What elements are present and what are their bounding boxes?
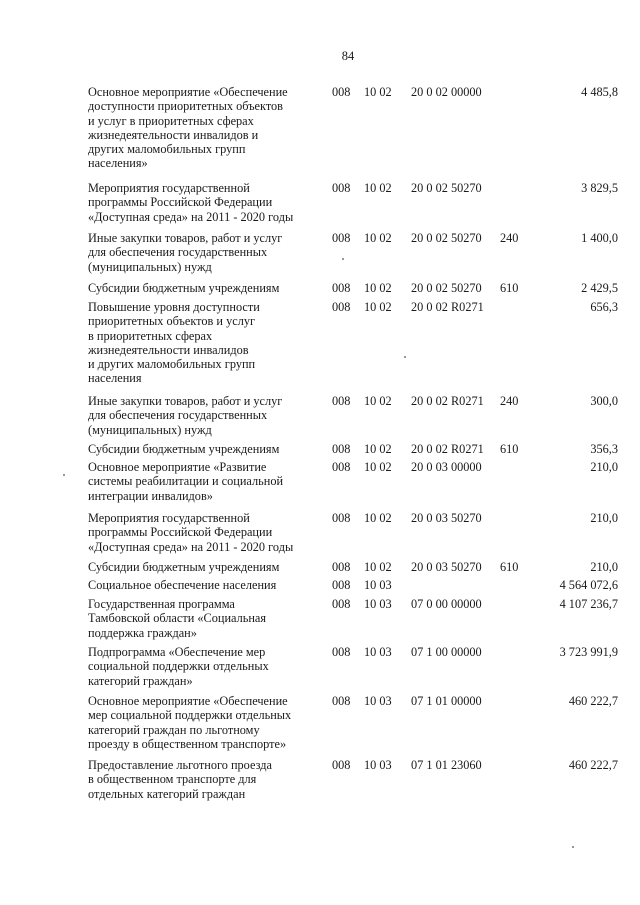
ministry-code: 008 bbox=[332, 578, 351, 592]
amount: 356,3 bbox=[590, 442, 618, 456]
ministry-code: 008 bbox=[332, 442, 351, 456]
table-row bbox=[88, 300, 618, 394]
target-article-code: 20 0 02 50270 bbox=[411, 281, 482, 295]
table-row bbox=[88, 758, 618, 806]
target-article-code: 20 0 03 00000 bbox=[411, 460, 482, 474]
ministry-code: 008 bbox=[332, 231, 351, 245]
page-number: 84 bbox=[341, 49, 355, 63]
amount: 300,0 bbox=[590, 394, 618, 408]
target-article-code: 20 0 02 00000 bbox=[411, 85, 482, 99]
table-row bbox=[88, 442, 618, 460]
table-row bbox=[88, 181, 618, 231]
ministry-code: 008 bbox=[332, 300, 351, 314]
section-code: 10 03 bbox=[364, 597, 392, 611]
table-row bbox=[88, 394, 618, 442]
section-code: 10 02 bbox=[364, 181, 392, 195]
target-article-code: 20 0 03 50270 bbox=[411, 511, 482, 525]
row-name: Подпрограмма «Обеспечение мер социальной поддержки отдельных категорий граждан» bbox=[88, 645, 269, 688]
amount: 656,3 bbox=[590, 300, 618, 314]
target-article-code: 20 0 02 50270 bbox=[411, 181, 482, 195]
amount: 3 723 991,9 bbox=[559, 645, 618, 659]
table-row bbox=[88, 645, 618, 694]
amount: 4 564 072,6 bbox=[559, 578, 618, 592]
ministry-code: 008 bbox=[332, 645, 351, 659]
row-name: Мероприятия государственной программы Российской Федерации «Доступная среда» на 2011 - 2020 годы bbox=[88, 181, 294, 224]
row-name: Основное мероприятие «Развитие системы реабилитации и социальной интеграции инвалидов» bbox=[88, 460, 284, 503]
scan-speck bbox=[404, 356, 406, 358]
section-code: 10 03 bbox=[364, 694, 392, 708]
ministry-code: 008 bbox=[332, 181, 351, 195]
target-article-code: 20 0 03 50270 bbox=[411, 560, 482, 574]
section-code: 10 02 bbox=[364, 560, 392, 574]
amount: 210,0 bbox=[590, 560, 618, 574]
section-code: 10 03 bbox=[364, 758, 392, 772]
table-row bbox=[88, 281, 618, 300]
section-code: 10 02 bbox=[364, 281, 392, 295]
target-article-code: 07 1 01 00000 bbox=[411, 694, 482, 708]
section-code: 10 03 bbox=[364, 578, 392, 592]
amount: 460 222,7 bbox=[568, 694, 618, 708]
ministry-code: 008 bbox=[332, 694, 351, 708]
scan-speck bbox=[572, 846, 574, 848]
ministry-code: 008 bbox=[332, 758, 351, 772]
table-row bbox=[88, 511, 618, 560]
ministry-code: 008 bbox=[332, 560, 351, 574]
row-name: Иные закупки товаров, работ и услуг для обеспечения государственных (муниципальных) нужд bbox=[88, 231, 283, 274]
table-row bbox=[88, 578, 618, 597]
table-row bbox=[88, 460, 618, 511]
expense-type-code: 240 bbox=[500, 394, 519, 408]
table-row bbox=[88, 85, 618, 181]
expense-type-code: 240 bbox=[500, 231, 519, 245]
budget-table bbox=[88, 85, 618, 806]
table-row bbox=[88, 694, 618, 758]
scan-speck bbox=[342, 258, 344, 260]
target-article-code: 20 0 02 50270 bbox=[411, 231, 482, 245]
target-article-code: 20 0 02 R0271 bbox=[411, 300, 484, 314]
section-code: 10 02 bbox=[364, 231, 392, 245]
amount: 1 400,0 bbox=[581, 231, 618, 245]
section-code: 10 02 bbox=[364, 394, 392, 408]
target-article-code: 20 0 02 R0271 bbox=[411, 442, 484, 456]
scan-speck bbox=[63, 474, 65, 476]
amount: 4 107 236,7 bbox=[559, 597, 618, 611]
row-name: Мероприятия государственной программы Российской Федерации «Доступная среда» на 2011 - 2020 годы bbox=[88, 511, 294, 554]
row-name: Повышение уровня доступности приоритетных объектов и услуг в приоритетных сферах жизнедеятельности инвалидов и других маломобильных групп населения bbox=[88, 300, 260, 386]
row-name: Субсидии бюджетным учреждениям bbox=[88, 281, 280, 295]
ministry-code: 008 bbox=[332, 394, 351, 408]
target-article-code: 20 0 02 R0271 bbox=[411, 394, 484, 408]
section-code: 10 02 bbox=[364, 511, 392, 525]
expense-type-code: 610 bbox=[500, 442, 519, 456]
row-name: Субсидии бюджетным учреждениям bbox=[88, 442, 280, 456]
amount: 460 222,7 bbox=[568, 758, 618, 772]
amount: 3 829,5 bbox=[581, 181, 618, 195]
row-name: Субсидии бюджетным учреждениям bbox=[88, 560, 280, 574]
amount: 2 429,5 bbox=[581, 281, 618, 295]
table-row bbox=[88, 560, 618, 578]
table-row bbox=[88, 597, 618, 645]
ministry-code: 008 bbox=[332, 511, 351, 525]
ministry-code: 008 bbox=[332, 597, 351, 611]
target-article-code: 07 1 01 23060 bbox=[411, 758, 482, 772]
expense-type-code: 610 bbox=[500, 560, 519, 574]
section-code: 10 03 bbox=[364, 645, 392, 659]
ministry-code: 008 bbox=[332, 85, 351, 99]
row-name: Основное мероприятие «Обеспечение доступности приоритетных объектов и услуг в приоритетных сферах жизнедеятельности инвалидов и других маломобильных групп населения» bbox=[88, 85, 288, 171]
target-article-code: 07 1 00 00000 bbox=[411, 645, 482, 659]
row-name: Иные закупки товаров, работ и услуг для обеспечения государственных (муниципальных) нужд bbox=[88, 394, 283, 437]
section-code: 10 02 bbox=[364, 85, 392, 99]
row-name: Предоставление льготного проезда в общественном транспорте для отдельных категорий граждан bbox=[88, 758, 272, 801]
section-code: 10 02 bbox=[364, 460, 392, 474]
table-row bbox=[88, 231, 618, 281]
ministry-code: 008 bbox=[332, 460, 351, 474]
ministry-code: 008 bbox=[332, 281, 351, 295]
target-article-code: 07 0 00 00000 bbox=[411, 597, 482, 611]
section-code: 10 02 bbox=[364, 300, 392, 314]
expense-type-code: 610 bbox=[500, 281, 519, 295]
row-name: Государственная программа Тамбовской области «Социальная поддержка граждан» bbox=[88, 597, 267, 640]
amount: 210,0 bbox=[590, 460, 618, 474]
row-name: Социальное обеспечение населения bbox=[88, 578, 277, 592]
section-code: 10 02 bbox=[364, 442, 392, 456]
row-name: Основное мероприятие «Обеспечение мер социальной поддержки отдельных категорий граждан по льготному проезду в общественном транспорте» bbox=[88, 694, 292, 751]
amount: 4 485,8 bbox=[581, 85, 618, 99]
amount: 210,0 bbox=[590, 511, 618, 525]
